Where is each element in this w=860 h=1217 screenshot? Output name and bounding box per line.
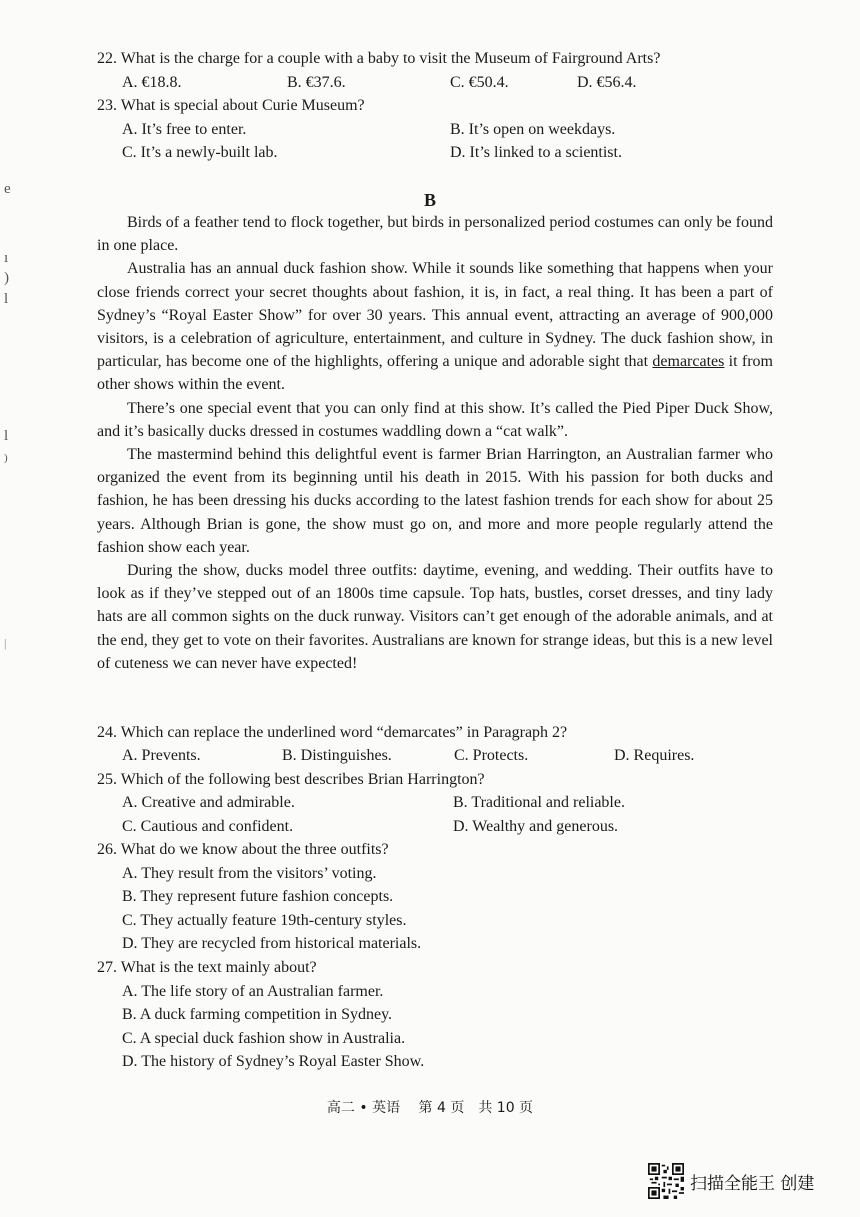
section-heading: B: [423, 190, 436, 210]
option-b: B. Distinguishes.: [282, 747, 392, 764]
question-23-options: [122, 141, 762, 164]
question-25-options: [122, 791, 762, 814]
reading-passage: [97, 211, 773, 675]
question-22-stem: 22. What is the charge for a couple with a baby to visit the Museum of Fairground Arts?: [97, 50, 661, 67]
underlined-word: demarcates: [652, 353, 725, 371]
question-25-options: [122, 815, 762, 838]
question-27-stem: 27. What is the text mainly about?: [97, 959, 317, 976]
question-22-options: [122, 71, 762, 94]
option-b: B. Traditional and reliable.: [453, 794, 625, 811]
option-c: C. €50.4.: [450, 74, 509, 91]
option-b: B. €37.6.: [287, 74, 346, 91]
passage-paragraph-1: Birds of a feather tend to flock together, but birds in personalized period costumes can only be found in one place.: [97, 214, 773, 255]
option-c: C. A special duck fashion show in Australia.: [122, 1030, 406, 1047]
margin-mark: l: [4, 428, 9, 444]
page-footer: 高二 • 英语 第 4 页 共 10 页: [326, 1100, 534, 1116]
margin-mark: |: [4, 636, 7, 650]
option-b: B. They represent future fashion concepts.: [122, 888, 394, 905]
option-c: C. It’s a newly-built lab.: [122, 144, 278, 161]
question-23-stem: 23. What is special about Curie Museum?: [97, 97, 365, 114]
passage-paragraph-5: During the show, ducks model three outfits: daytime, evening, and wedding. Their outfits have to look as if they’ve stepped out of an 1800s time capsule. Top hats, bustles, corset dresses, and tiny lady hats are all common sights on the duck runway. Visitors can’t get enough of the adorable animals, and at the end, they get to vote on their favorites. Australians are known for strange ideas, but this is a new level of cuteness we can never have expected!: [97, 562, 773, 672]
option-a: A. The life story of an Australian farmer.: [122, 983, 384, 1000]
passage-paragraph-2: Australia has an annual duck fashion show. While it sounds like something that happens when your close friends correct your secret thoughts about fashion, it is, in fact, a real thing. It has been a part of Sydney’s “Royal Easter Show” for over 30 years. This annual event, attracting an average of 900,000 visitors, is a celebration of agriculture, entertainment, and culture in Sydney. The duck fashion show, in particular, has become one of the highlights, offering a unique and adorable sight that demarcates it from other shows within the event.: [97, 260, 773, 394]
option-a: A. Creative and admirable.: [122, 794, 295, 811]
passage-paragraph-3: There’s one special event that you can only find at this show. It’s called the Pied Piper Duck Show, and it’s basically ducks dressed in costumes waddling down a “cat walk”.: [97, 399, 773, 440]
option-d: D. Wealthy and generous.: [453, 818, 619, 835]
question-25-stem: 25. Which of the following best describes Brian Harrington?: [97, 771, 485, 788]
option-c: C. Protects.: [454, 747, 529, 764]
option-a: A. It’s free to enter.: [122, 121, 247, 138]
option-c: C. Cautious and confident.: [122, 818, 294, 835]
question-24-stem: 24. Which can replace the underlined word “demarcates” in Paragraph 2?: [97, 724, 568, 741]
option-a: A. They result from the visitors’ voting.: [122, 865, 377, 882]
margin-mark: l: [4, 291, 9, 307]
qr-code-icon: [648, 1163, 684, 1199]
option-b: B. It’s open on weekdays.: [450, 121, 616, 138]
margin-mark: ı: [4, 250, 9, 266]
option-d: D. It’s linked to a scientist.: [450, 144, 622, 161]
question-23-options: [122, 118, 762, 141]
scanner-watermark: [648, 1163, 814, 1199]
question-26-stem: 26. What do we know about the three outfits?: [97, 841, 389, 858]
option-b: B. A duck farming competition in Sydney.: [122, 1006, 393, 1023]
option-d: D. The history of Sydney’s Royal Easter Show.: [122, 1053, 425, 1070]
option-a: A. Prevents.: [122, 747, 201, 764]
question-24-options: [122, 744, 762, 767]
option-a: A. €18.8.: [122, 74, 182, 91]
margin-mark: ): [4, 270, 9, 286]
margin-mark: e: [4, 181, 11, 197]
option-c: C. They actually feature 19th-century styles.: [122, 912, 407, 929]
option-d: D. Requires.: [614, 747, 695, 764]
margin-mark: ): [4, 452, 8, 464]
option-d: D. They are recycled from historical materials.: [122, 935, 422, 952]
passage-paragraph-4: The mastermind behind this delightful event is farmer Brian Harrington, an Australian farmer who organized the event from its beginning until his death in 2015. With his passion for both ducks and fashion, he has been dressing his ducks according to the latest fashion trends for each show for about 25 years. Although Brian is gone, the show must go on, and more and more people regularly attend the fashion show each year.: [97, 446, 773, 556]
watermark-text: 扫描全能王 创建: [690, 1173, 815, 1194]
option-d: D. €56.4.: [577, 74, 637, 91]
